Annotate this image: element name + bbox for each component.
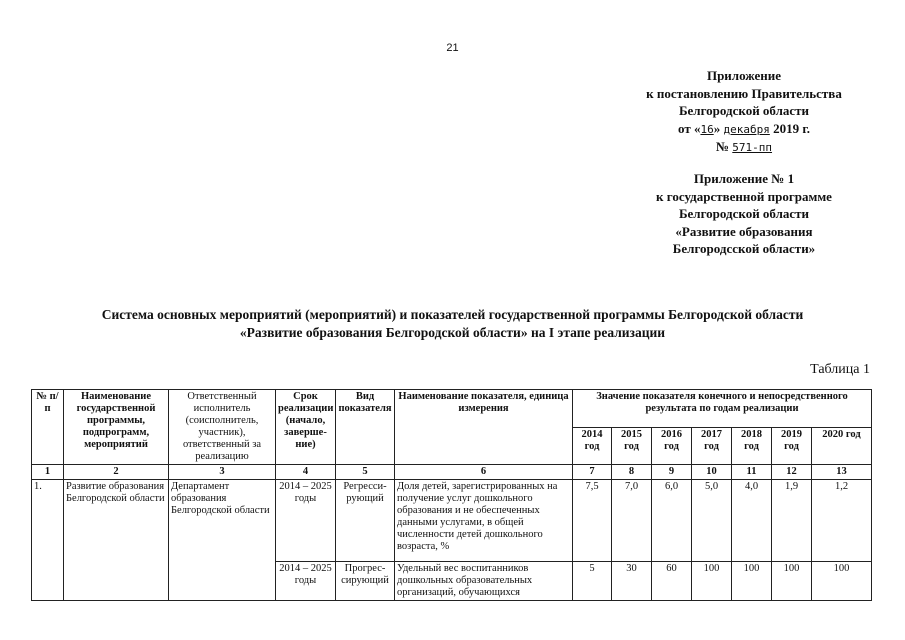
appendix2-line: Белгородской области — [678, 206, 810, 221]
cell-value: 60 — [652, 562, 692, 601]
header-row — [32, 390, 872, 428]
table-label: Таблица 1 — [810, 362, 870, 377]
cell-value: 4,0 — [732, 480, 772, 562]
column-index: 9 — [652, 465, 692, 480]
cell-period: 2014 – 2025 годы — [276, 562, 336, 601]
number-prefix: № — [715, 139, 730, 154]
appendix-line: Приложение — [706, 68, 782, 83]
cell-responsible: Департамент образования Белгородской области — [169, 480, 276, 601]
cell-value: 100 — [812, 562, 872, 601]
cell-value: 100 — [692, 562, 732, 601]
cell-indicator: Удельный вес воспитанников дошкольных образовательных организаций, обучающихся — [395, 562, 573, 601]
date-mid: » — [713, 120, 721, 136]
date-day: 16 — [700, 122, 714, 136]
date-prefix: от « — [677, 120, 701, 136]
column-index: 11 — [732, 465, 772, 480]
appendix-block — [600, 67, 888, 157]
cell-type: Регресси-рующий — [336, 480, 395, 562]
document-title — [0, 306, 905, 342]
header-year: 2020 год — [812, 427, 872, 465]
number-value: 571-пп — [732, 141, 773, 154]
cell-value: 1,2 — [812, 480, 872, 562]
column-index: 10 — [692, 465, 732, 480]
cell-value: 30 — [612, 562, 652, 601]
column-index: 1 — [32, 465, 64, 480]
cell-num: 1. — [32, 480, 64, 601]
cell-type: Прогрес-сирующий — [336, 562, 395, 601]
column-index: 2 — [64, 465, 169, 480]
header-year: 2015 год — [612, 427, 652, 465]
header-name: Наименование государственной программы, подпрограмм, мероприятий — [64, 390, 169, 465]
appendix2-line: Белгородсской области» — [672, 241, 816, 256]
column-index: 7 — [573, 465, 612, 480]
column-index: 13 — [812, 465, 872, 480]
cell-value: 5,0 — [692, 480, 732, 562]
header-year: 2014 год — [573, 427, 612, 465]
cell-value: 7,5 — [573, 480, 612, 562]
header-year: 2017 год — [692, 427, 732, 465]
cell-value: 6,0 — [652, 480, 692, 562]
appendix-date-line — [600, 120, 888, 139]
header-year: 2018 год — [732, 427, 772, 465]
column-index-row — [32, 465, 872, 480]
column-index: 12 — [772, 465, 812, 480]
header-indicator: Наименование показателя, единица измерения — [395, 390, 573, 465]
header-type: Вид показателя — [336, 390, 395, 465]
cell-value: 100 — [772, 562, 812, 601]
indicators-table — [31, 389, 872, 601]
title-line: Система основных мероприятий (мероприятий) и показателей государственной программы Белгородской области — [101, 307, 804, 322]
column-index: 8 — [612, 465, 652, 480]
appendix2-line: к государственной программе — [656, 188, 832, 204]
table-row — [32, 480, 872, 562]
column-index: 4 — [276, 465, 336, 480]
appendix-line: к постановлению Правительства — [646, 85, 842, 101]
appendix2-line: «Развитие образования — [675, 223, 813, 239]
date-year: 2019 г. — [773, 120, 810, 136]
page-number: 21 — [446, 42, 459, 54]
appendix2-block — [600, 170, 888, 258]
header-period: Срок реализации (начало, заверше-ние) — [276, 390, 336, 465]
header-num: № п/п — [32, 390, 64, 465]
cell-value: 1,9 — [772, 480, 812, 562]
appendix-line: Белгородской области — [678, 103, 810, 118]
cell-value: 7,0 — [612, 480, 652, 562]
header-year: 2016 год — [652, 427, 692, 465]
appendix2-line: Приложение № 1 — [693, 171, 795, 186]
cell-program-name: Развитие образования Белгородской области — [64, 480, 169, 601]
cell-period: 2014 – 2025 годы — [276, 480, 336, 562]
column-index: 3 — [169, 465, 276, 480]
header-year: 2019 год — [772, 427, 812, 465]
header-responsible: Ответственный исполнитель (соисполнитель, участник), ответственный за реализацию — [169, 390, 276, 465]
cell-value: 100 — [732, 562, 772, 601]
header-values-group: Значение показателя конечного и непосредственного результата по годам реализации — [573, 390, 872, 428]
title-line: «Развитие образования Белгородской области» на I этапе реализации — [239, 325, 666, 340]
column-index: 6 — [395, 465, 573, 480]
cell-value: 5 — [573, 562, 612, 601]
date-month: декабря — [723, 122, 770, 136]
column-index: 5 — [336, 465, 395, 480]
appendix-number-line — [600, 138, 888, 157]
cell-indicator: Доля детей, зарегистрированных на получение услуг дошкольного образования и не обеспеченных данными услугами, в общей численности детей дошкольного возраста, % — [395, 480, 573, 562]
